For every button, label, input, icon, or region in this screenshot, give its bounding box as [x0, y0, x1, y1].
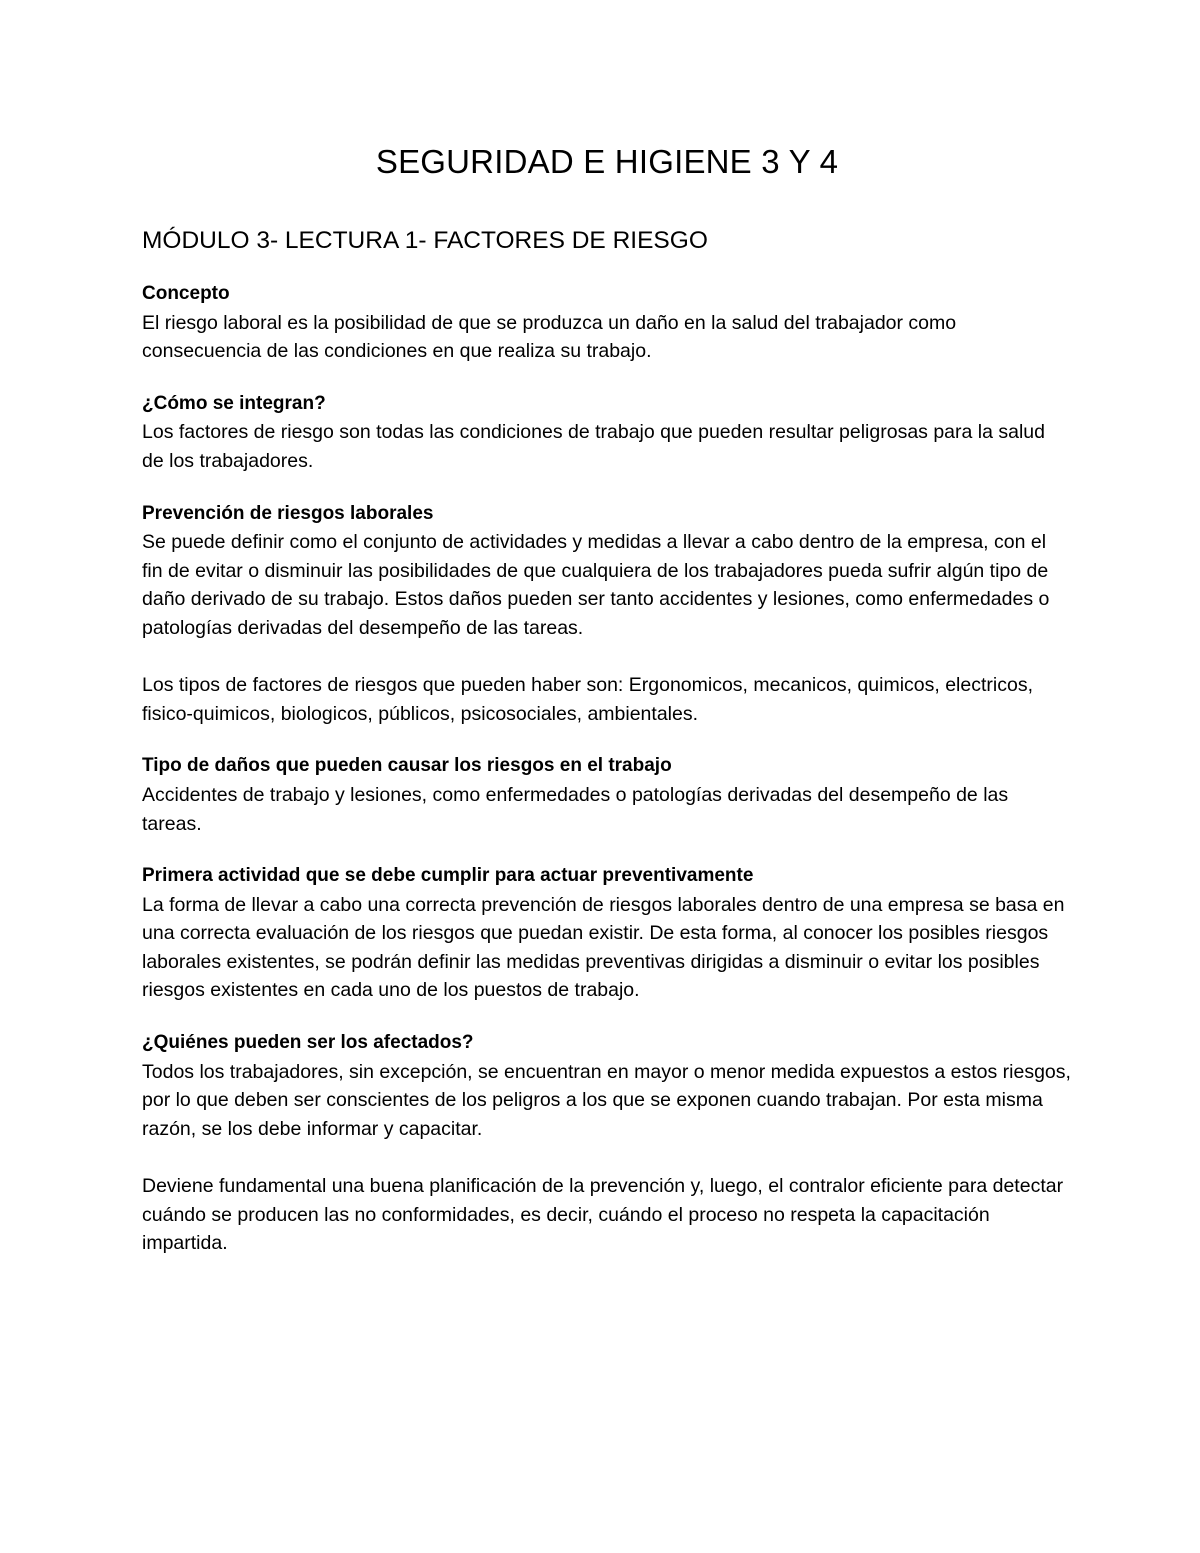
section-heading: Prevención de riesgos laborales	[142, 502, 434, 524]
section-paragraph: El riesgo laboral es la posibilidad de que se produzca un daño en la salud del trabajador como consecuencia de las condiciones en que realiza su trabajo.	[142, 311, 957, 363]
section-heading: Tipo de daños que pueden causar los riesgos en el trabajo	[142, 755, 672, 777]
section-paragraph: Los tipos de factores de riesgos que pueden haber son: Ergonomicos, mecanicos, quimicos, electricos, fisico-quimicos, biologicos, públicos, psicosociales, ambientales.	[142, 674, 1033, 725]
section-concepto	[142, 280, 1072, 366]
section-paragraph: Accidentes de trabajo y lesiones, como enfermedades o patologías derivadas del desempeño de las tareas.	[142, 783, 1009, 835]
module-heading: MÓDULO 3- LECTURA 1- FACTORES DE RIESGO	[142, 227, 708, 254]
section-como-se-integran	[142, 390, 1072, 476]
section-quienes-afectados	[142, 1029, 1072, 1258]
document-title: SEGURIDAD E HIGIENE 3 Y 4	[375, 143, 839, 180]
document-content	[142, 140, 1072, 1258]
section-tipo-de-danos	[142, 752, 1072, 838]
section-heading: ¿Cómo se integran?	[142, 392, 326, 414]
section-heading: Primera actividad que se debe cumplir para actuar preventivamente	[142, 865, 754, 887]
section-prevencion	[142, 500, 1072, 729]
section-paragraph: Todos los trabajadores, sin excepción, se encuentran en mayor o menor medida expuestos a estos riesgos, por lo que deben ser conscientes de los peligros a los que se exponen cuando trabajan. Por esta misma razón, se los debe informar y capacitar.	[142, 1060, 1071, 1140]
section-paragraph: Se puede definir como el conjunto de actividades y medidas a llevar a cabo dentro de la empresa, con el fin de evitar o disminuir las posibilidades de que cualquiera de los trabajadores pueda sufrir algún tipo de daño derivado de su trabajo. Estos daños pueden ser tanto accidentes y lesiones, como enfermedades o patologías derivadas del desempeño de las tareas.	[142, 531, 1050, 639]
section-heading: Concepto	[142, 283, 230, 304]
section-paragraph: Deviene fundamental una buena planificación de la prevención y, luego, el contralor eficiente para detectar cuándo se producen las no conformidades, es decir, cuándo el proceso no respeta la capacitación impartida.	[142, 1175, 1064, 1255]
section-paragraph: Los factores de riesgo son todas las condiciones de trabajo que pueden resultar peligrosas para la salud de los trabajadores.	[142, 421, 1045, 472]
section-heading: ¿Quiénes pueden ser los afectados?	[142, 1032, 474, 1054]
section-primera-actividad	[142, 862, 1072, 1005]
section-paragraph: La forma de llevar a cabo una correcta prevención de riesgos laborales dentro de una empresa se basa en una correcta evaluación de los riesgos que puedan existir. De esta forma, al conocer los posibles riesgos laborales existentes, se podrán definir las medidas preventivas dirigidas a disminuir o evitar los posibles riesgos existentes en cada uno de los puestos de trabajo.	[142, 893, 1065, 1002]
